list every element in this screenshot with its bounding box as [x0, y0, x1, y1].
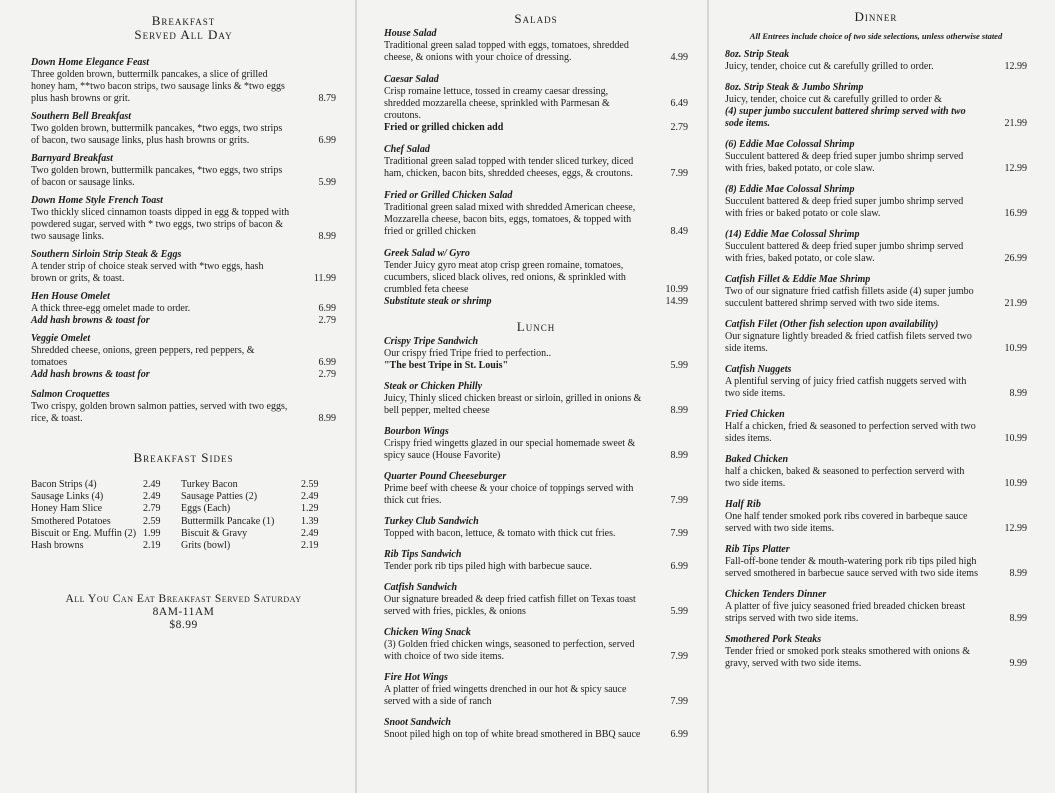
dinner-note: All Entrees include choice of two side selections, unless otherwise stated	[749, 31, 1003, 41]
breakfast-item: Barnyard Breakfast Two golden brown, buttermilk pancakes, *two eggs, two strips of bacon or sausage links. 5.99	[31, 153, 336, 188]
dinner-item: 8oz. Strip Steak Juicy, tender, choice cut & carefully grilled to order. 12.99	[725, 49, 1027, 72]
salad-item: Greek Salad w/ Gyro Tender Juicy gyro meat atop crisp green romaine, tomatoes, cucumbers, sliced black olives, red onions, & sprinkled with crumbled feta cheese 10.99 Substitute steak or shrimp 14.99	[384, 248, 688, 307]
breakfast-item: Hen House Omelet A thick three-egg omelet made to order. 6.99 Add hash browns & toast for 2.79	[31, 291, 336, 326]
salads-title: Salads	[514, 11, 558, 26]
dinner-panel	[708, 0, 1055, 793]
breakfast-sides-title: Breakfast Sides	[133, 450, 234, 465]
breakfast-item: Southern Bell Breakfast Two golden brown, buttermilk pancakes, *two eggs, two strips of bacon, two sausage links, plus hash browns or grits. 6.99	[31, 111, 336, 146]
breakfast-item: Veggie Omelet Shredded cheese, onions, green peppers, red peppers, & tomatoes 6.99 Add hash browns & toast for 2.79	[31, 333, 336, 380]
dinner-item: 8oz. Strip Steak & Jumbo Shrimp Juicy, tender, choice cut & carefully grilled to order & (4) super jumbo succulent battered shrimp served with two sode items. 21.99	[725, 82, 1027, 129]
lunch-item: Steak or Chicken Philly Juicy, Thinly sliced chicken breast or sirloin, grilled in onions & bell pepper, melted cheese 8.99	[384, 381, 688, 416]
dinner-item: Half Rib One half tender smoked pork ribs covered in barbeque sauce served with two side items. 12.99	[725, 499, 1027, 534]
dinner-item: Catfish Fillet & Eddie Mae Shrimp Two of our signature fried catfish fillets aside (4) super jumbo succulent battered shrimp served with two side items. 21.99	[725, 274, 1027, 309]
lunch-item: Snoot Sandwich Snoot piled high on top of white bread smothered in BBQ sauce 6.99	[384, 717, 688, 740]
breakfast-panel	[0, 0, 356, 793]
lunch-title: Lunch	[516, 319, 556, 334]
lunch-item: Quarter Pound Cheeseburger Prime beef with cheese & your choice of toppings served with thick cut fries. 7.99	[384, 471, 688, 506]
dinner-item: Baked Chicken half a chicken, baked & seasoned to perfection serverd with two side items. 10.99	[725, 454, 1027, 489]
dinner-item: (6) Eddie Mae Colossal Shrimp Succulent battered & deep fried super jumbo shrimp served with fries, baked potato, or cole slaw. 12.99	[725, 139, 1027, 174]
breakfast-sides-table	[31, 479, 336, 553]
dinner-item: Catfish Filet (Other fish selection upon availability) Our signature lightly breaded & fried catfish filets served two side items. 10.99	[725, 319, 1027, 354]
breakfast-item: Southern Sirloin Strip Steak & Eggs A tender strip of choice steak served with *two eggs, hash brown or grits, & toast. 11.99	[31, 249, 336, 284]
dinner-title: Dinner	[854, 9, 898, 24]
dinner-item: Chicken Tenders Dinner A platter of five juicy seasoned fried breaded chicken breast strips served with two side items. 8.99	[725, 589, 1027, 624]
lunch-item: Turkey Club Sandwich Topped with bacon, lettuce, & tomato with thick cut fries. 7.99	[384, 516, 688, 539]
sides-left-names: Bacon Strips (4) Sausage Links (4) Honey Ham Slice Smothered Potatoes Biscuit or Eng. Muffin (2) Hash browns	[31, 479, 137, 552]
dinner-item: (14) Eddie Mae Colossal Shrimp Succulent battered & deep fried super jumbo shrimp served with fries, baked potato, or cole slaw. 26.99	[725, 229, 1027, 264]
sides-left-prices: 2.49 2.49 2.79 2.59 1.99 2.19	[143, 479, 161, 552]
lunch-item: Bourbon Wings Crispy fried wingetts glazed in our special homemade sweet & spicy sauce (House Favorite) 8.99	[384, 426, 688, 461]
lunch-item: Fire Hot Wings A platter of fried wingetts drenched in our hot & spicy sauce served with a side of ranch 7.99	[384, 672, 688, 707]
dinner-item: Catfish Nuggets A plentiful serving of juicy fried catfish nuggets served with two side items. 8.99	[725, 364, 1027, 399]
salad-item: Chef Salad Traditional green salad topped with tender sliced turkey, diced ham, chicken, bacon bits, shredded cheeses, eggs, & croutons. 7.99	[384, 144, 688, 179]
dinner-item: Rib Tips Platter Fall-off-bone tender & mouth-watering pork rib tips piled high served smothered in barbecue sauce served with two side items 8.99	[725, 544, 1027, 579]
breakfast-item: Salmon Croquettes Two crispy, golden brown salmon patties, served with two eggs, rice, & toast. 8.99	[31, 389, 336, 424]
dinner-item: (8) Eddie Mae Colossal Shrimp Succulent battered & deep fried super jumbo shrimp served with fries or baked potato or cole slaw. 16.99	[725, 184, 1027, 219]
dinner-item: Fried Chicken Half a chicken, fried & seasoned to perfection served with two sides items. 10.99	[725, 409, 1027, 444]
breakfast-item: Down Home Style French Toast Two thickly sliced cinnamon toasts dipped in egg & topped with powdered sugar, served with * two eggs, two strips of bacon & two sausage links. 8.99	[31, 195, 336, 242]
all-you-can-eat-banner: All You Can Eat Breakfast Served Saturday 8AM-11AM $8.99	[65, 593, 302, 631]
lunch-item: Rib Tips Sandwich Tender pork rib tips piled high with barbecue sauce. 6.99	[384, 549, 688, 572]
lunch-item: Catfish Sandwich Our signature breaded & deep fried catfish fillet on Texas toast served with fries, pickles, & onions 5.99	[384, 582, 688, 617]
salad-item: House Salad Traditional green salad topped with eggs, tomatoes, shredded cheese, & onions with your choice of dressing. 4.99	[384, 28, 688, 63]
lunch-item: Crispy Tripe Sandwich Our crispy fried Tripe fried to perfection.. "The best Tripe in St. Louis" 5.99	[384, 336, 688, 371]
sides-right-names: Turkey Bacon Sausage Patties (2) Eggs (Each) Buttermilk Pancake (1) Biscuit & Gravy Grits (bowl)	[181, 479, 275, 552]
lunch-item: Chicken Wing Snack (3) Golden fried chicken wings, seasoned to perfection, served with choice of two side items. 7.99	[384, 627, 688, 662]
salads-lunch-panel	[356, 0, 708, 793]
dinner-item: Smothered Pork Steaks Tender fried or smoked pork steaks smothered with onions & gravy, served with two side items. 9.99	[725, 634, 1027, 669]
breakfast-title: Breakfast	[151, 13, 216, 28]
breakfast-subtitle: Served All Day	[134, 27, 233, 42]
salad-item: Caesar Salad Crisp romaine lettuce, tossed in creamy caesar dressing, shredded mozzarella cheese, sprinkled with Parmesan & croutons. 6.49 Fried or grilled chicken add 2.79	[384, 74, 688, 133]
sides-right-prices: 2.59 2.49 1.29 1.39 2.49 2.19	[301, 479, 319, 552]
breakfast-item: Down Home Elegance Feast Three golden brown, buttermilk pancakes, a slice of grilled honey ham, **two bacon strips, two sausage links & *two eggs plus hash browns or grit. 8.79	[31, 57, 336, 104]
salad-item: Fried or Grilled Chicken Salad Traditional green salad mixed with shredded American cheese, Mozzarella cheese, bacon bits, eggs, tomatoes, & topped with fried or grilled chicken 8.49	[384, 190, 688, 237]
